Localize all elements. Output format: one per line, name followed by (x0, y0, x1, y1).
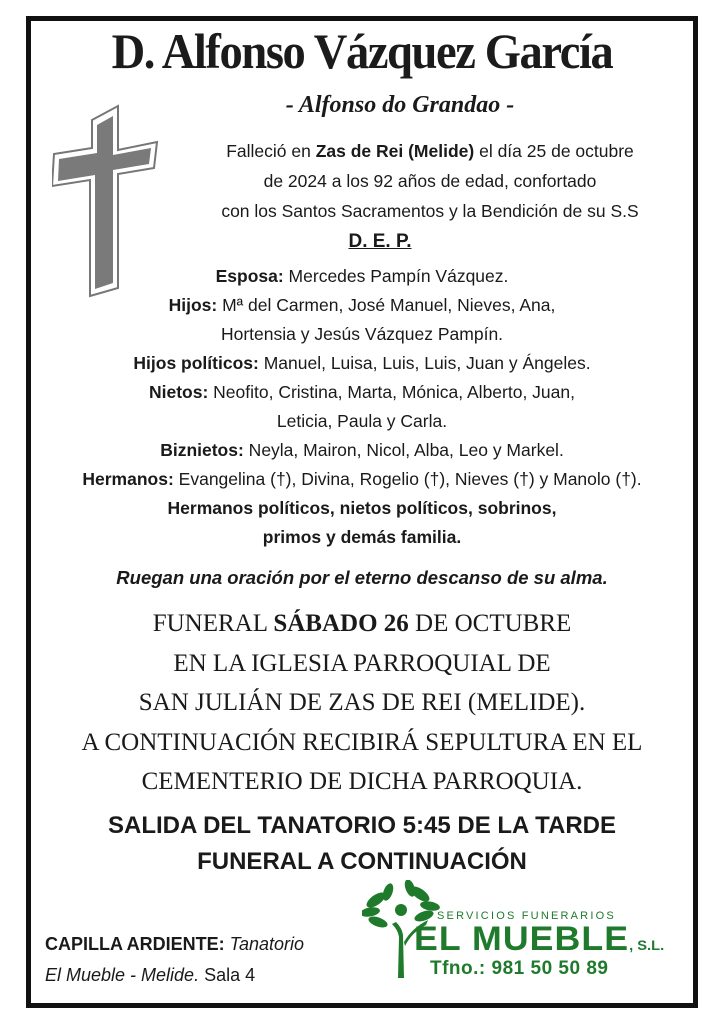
siblings-line: Hermanos: Evangelina (†), Divina, Rogelio (†), Nieves (†) y Manolo (†). (82, 469, 642, 489)
spouse-line: Esposa: Mercedes Pampín Vázquez. (215, 266, 509, 286)
in-laws-line: Hijos políticos: Manuel, Luisa, Luis, Luis, Juan y Ángeles. (133, 353, 591, 373)
prayer-request: Ruegan una oración por el eterno descanso de su alma. (116, 567, 608, 588)
logo-phone: Tfno.: 981 50 50 89 (430, 958, 609, 979)
children-line: Hijos: Mª del Carmen, José Manuel, Nieves, Ana, (168, 295, 556, 315)
death-notice: Falleció en Zas de Rei (Melide) el día 25 de octubre de 2024 a los 92 años de edad, confortado con los Santos Sacramentos y la Bendición de su S.S (221, 141, 639, 221)
logo-tagline: SERVICIOS FUNERARIOS (437, 910, 616, 922)
family-list: Esposa: Mercedes Pampín Vázquez. Hijos: Mª del Carmen, José Manuel, Nieves, Ana, Hortensia y Jesús Vázquez Pampín. Hijos políticos: Manuel, Luisa, Luis, Luis, Juan y Ángeles. Nietos: Neofito, Cristina, Marta, Mónica, Alberto, Juan, Leticia, Paula y Carla. Biznietos: Neyla, Mairon, Nicol, Alba, Leo y Markel. Hermanos: Evangelina (†), Divina, Rogelio (†), Nieves (†) y Manolo (†). Hermanos políticos, nietos políticos, sobrinos, primos y demás familia. (0, 262, 724, 552)
funeral-home-logo (362, 880, 682, 990)
chapel-info: CAPILLA ARDIENTE: Tanatorio El Mueble - Melide. Sala 4 (45, 934, 305, 985)
great-grandchildren-line: Biznietos: Neyla, Mairon, Nicol, Alba, Leo y Markel. (160, 440, 564, 460)
nickname: - Alfonso do Grandao - (285, 92, 515, 118)
death-place: Zas de Rei (Melide) (315, 141, 475, 161)
other-family: Hermanos políticos, nietos políticos, sobrinos, primos y demás familia. (167, 498, 557, 547)
funeral-details: FUNERAL SÁBADO 26 DE OCTUBRE EN LA IGLESIA PARROQUIAL DE SAN JULIÁN DE ZAS DE REI (MELIDE). A CONTINUACIÓN RECIBIRÁ SEPULTURA EN EL CEMENTERIO DE DICHA PARROQUIA. (81, 610, 643, 795)
departure-info: SALIDA DEL TANATORIO 5:45 DE LA TARDE FUNERAL A CONTINUACIÓN (107, 812, 617, 875)
grandchildren-line: Nietos: Neofito, Cristina, Marta, Mónica, Alberto, Juan, (148, 382, 575, 402)
logo-name: EL MUEBLE, S.L. (414, 920, 665, 958)
dep-heading: D. E. P. (348, 231, 412, 252)
deceased-name: D. Alfonso Vázquez García (111, 23, 613, 79)
